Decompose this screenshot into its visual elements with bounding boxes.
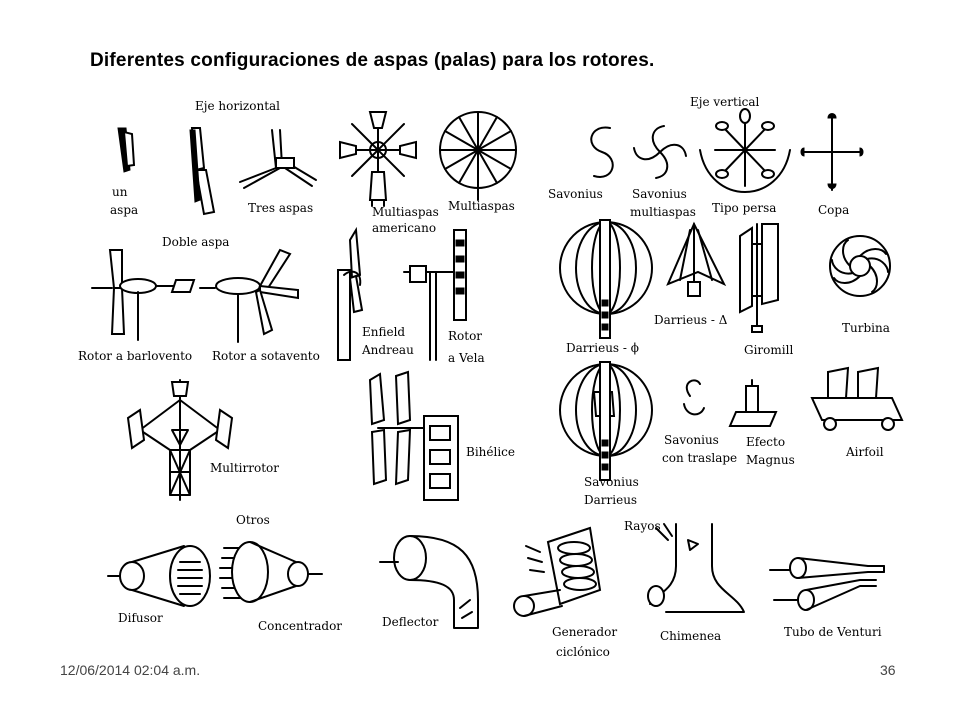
label-un-aspa-1: un	[112, 185, 128, 199]
label-efecto-magnus-1: Efecto	[746, 435, 786, 449]
tipo-persa-figure	[700, 109, 790, 192]
turbina-figure	[830, 236, 890, 296]
multiaspas-wheel-figure	[440, 112, 516, 200]
label-deflector: Deflector	[382, 615, 439, 629]
darrieus-phi-figure	[560, 220, 652, 338]
label-efecto-magnus-2: Magnus	[746, 453, 795, 467]
label-giromill: Giromill	[744, 343, 794, 357]
label-savonius-darrieus-2: Darrieus	[584, 493, 638, 507]
savonius-figure	[591, 128, 612, 177]
label-multiaspas-americano-1: Multiaspas	[372, 205, 439, 219]
label-eje-vertical: Eje vertical	[690, 95, 760, 109]
savonius-darrieus-figure	[560, 362, 652, 480]
generador-ciclonico-figure	[514, 528, 600, 616]
difusor-figure	[108, 546, 210, 606]
label-rotor-vela-2: a Vela	[448, 351, 485, 365]
label-rotor-sotavento: Rotor a sotavento	[212, 349, 320, 363]
label-chimenea: Chimenea	[660, 629, 722, 643]
label-multiaspas-americano-2: americano	[372, 221, 437, 235]
label-savonius-multiaspas-1: Savonius	[632, 187, 687, 201]
label-savonius-traslape-1: Savonius	[664, 433, 719, 447]
chimenea-figure	[648, 524, 744, 612]
label-generador-ciclonico-2: ciclónico	[556, 645, 610, 659]
two-blade-rotor-figure	[190, 128, 214, 214]
label-multiaspas: Multiaspas	[448, 199, 515, 213]
label-enfield-andreau-1: Enfield	[362, 325, 406, 339]
bihelice-figure	[370, 372, 458, 500]
tres-aspas-figure	[240, 130, 316, 188]
efecto-magnus-figure	[730, 380, 776, 426]
airfoil-figure	[812, 368, 902, 430]
label-bihelice: Bihélice	[466, 445, 515, 459]
label-savonius: Savonius	[548, 187, 603, 201]
page-number: 36	[880, 662, 896, 678]
rotor-barlovento-figure	[92, 250, 194, 340]
label-tres-aspas: Tres aspas	[248, 201, 314, 215]
label-darrieus-delta: Darrieus - Δ	[654, 313, 728, 327]
copa-figure	[801, 114, 863, 191]
label-savonius-darrieus-1: Savonius	[584, 475, 639, 489]
label-tipo-persa: Tipo persa	[712, 201, 777, 215]
label-concentrador: Concentrador	[258, 619, 343, 633]
label-rayos: Rayos	[624, 519, 661, 533]
darrieus-delta-figure	[668, 224, 724, 296]
label-enfield-andreau-2: Andreau	[362, 343, 414, 357]
savonius-multiaspas-figure	[634, 126, 686, 178]
savonius-traslape-figure	[684, 380, 704, 414]
multirrotor-figure	[128, 380, 232, 500]
label-turbina: Turbina	[842, 321, 890, 335]
un-aspa-figure	[118, 128, 134, 172]
slide-title: Diferentes configuraciones de aspas (palas) para los rotores.	[90, 50, 655, 71]
footer-date: 12/06/2014 02:04 a.m.	[60, 662, 201, 678]
concentrador-figure	[220, 542, 322, 602]
multiaspas-americano-figure	[340, 112, 416, 206]
label-savonius-traslape-2: con traslape	[662, 451, 738, 465]
label-darrieus-phi: Darrieus - ϕ	[566, 341, 639, 355]
label-otros: Otros	[236, 513, 270, 527]
label-un-aspa-2: aspa	[110, 203, 139, 217]
enfield-andreau-figure	[338, 230, 362, 360]
label-doble-aspa: Doble aspa	[162, 235, 230, 249]
giromill-figure	[740, 224, 778, 332]
label-rotor-vela-1: Rotor	[448, 329, 483, 343]
tubo-venturi-figure	[770, 558, 884, 610]
rotor-sotavento-figure	[200, 250, 298, 342]
label-difusor: Difusor	[118, 611, 163, 625]
label-multirrotor: Multirrotor	[210, 461, 279, 475]
label-tubo-venturi: Tubo de Venturi	[784, 625, 882, 639]
label-copa: Copa	[818, 203, 850, 217]
label-eje-horizontal: Eje horizontal	[195, 99, 281, 113]
label-airfoil: Airfoil	[846, 445, 884, 459]
label-savonius-multiaspas-2: multiaspas	[630, 205, 696, 219]
label-generador-ciclonico-1: Generador	[552, 625, 618, 639]
label-rotor-barlovento: Rotor a barlovento	[78, 349, 193, 363]
